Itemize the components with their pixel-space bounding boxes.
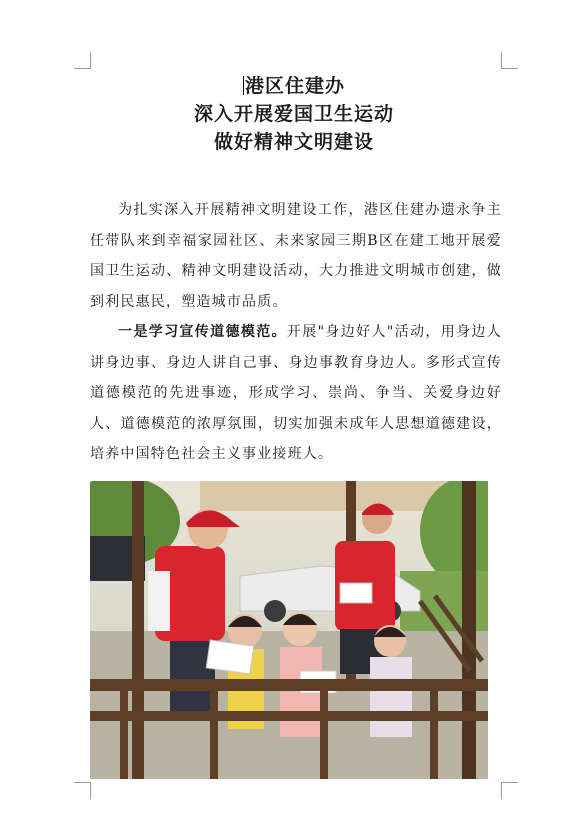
railing-bottom — [90, 711, 488, 721]
title-line-1-text: 港区住建办 — [244, 75, 345, 97]
title-line-3[interactable]: 做好精神文明建设 — [213, 131, 374, 153]
crop-mark-top-right — [501, 52, 518, 69]
document-photo[interactable] — [90, 481, 488, 779]
title-line-2[interactable]: 深入开展爱国卫生运动 — [193, 103, 394, 125]
leaflet-left — [206, 640, 253, 674]
car-wheel-front — [264, 600, 286, 622]
document-body[interactable] — [90, 195, 502, 470]
text-cursor — [243, 76, 244, 95]
paragraph-2-lead: 一是学习宣传道德模范。 — [118, 324, 287, 340]
photo-illustration — [90, 481, 488, 779]
crop-mark-bottom-left — [74, 782, 91, 799]
document-title — [0, 72, 588, 156]
post-left — [132, 481, 144, 779]
railing-top — [90, 679, 488, 691]
crop-mark-top-left — [74, 52, 91, 69]
paragraph-2-body: 开展"身边好人"活动，用身边人讲身边事、身边人讲自己事、身边事教育身边人。多形式宣传道德模范的先进事迹，形成学习、崇尚、争当、关爱身边好人、道德模范的浓厚氛围，切实加强未成年人思想道德建设，培养中国特色社会主义事业接班人。 — [90, 324, 502, 462]
title-line-1[interactable] — [0, 72, 588, 100]
volunteer-left-sleeve — [148, 571, 170, 631]
crop-mark-bottom-right — [501, 782, 518, 799]
child-3-dress — [370, 657, 412, 737]
paragraph-2[interactable] — [90, 317, 502, 470]
post-right — [462, 481, 476, 779]
paragraph-1[interactable]: 为扎实深入开展精神文明建设工作，港区住建办遗永争主任带队来到幸福家园社区、未来家园三期B区在建工地开展爱国卫生运动、精神文明建设活动，大力推进文明城市创建，做到利民惠民，塑造城市品质。 — [90, 202, 502, 310]
leaflet-right — [340, 583, 372, 603]
